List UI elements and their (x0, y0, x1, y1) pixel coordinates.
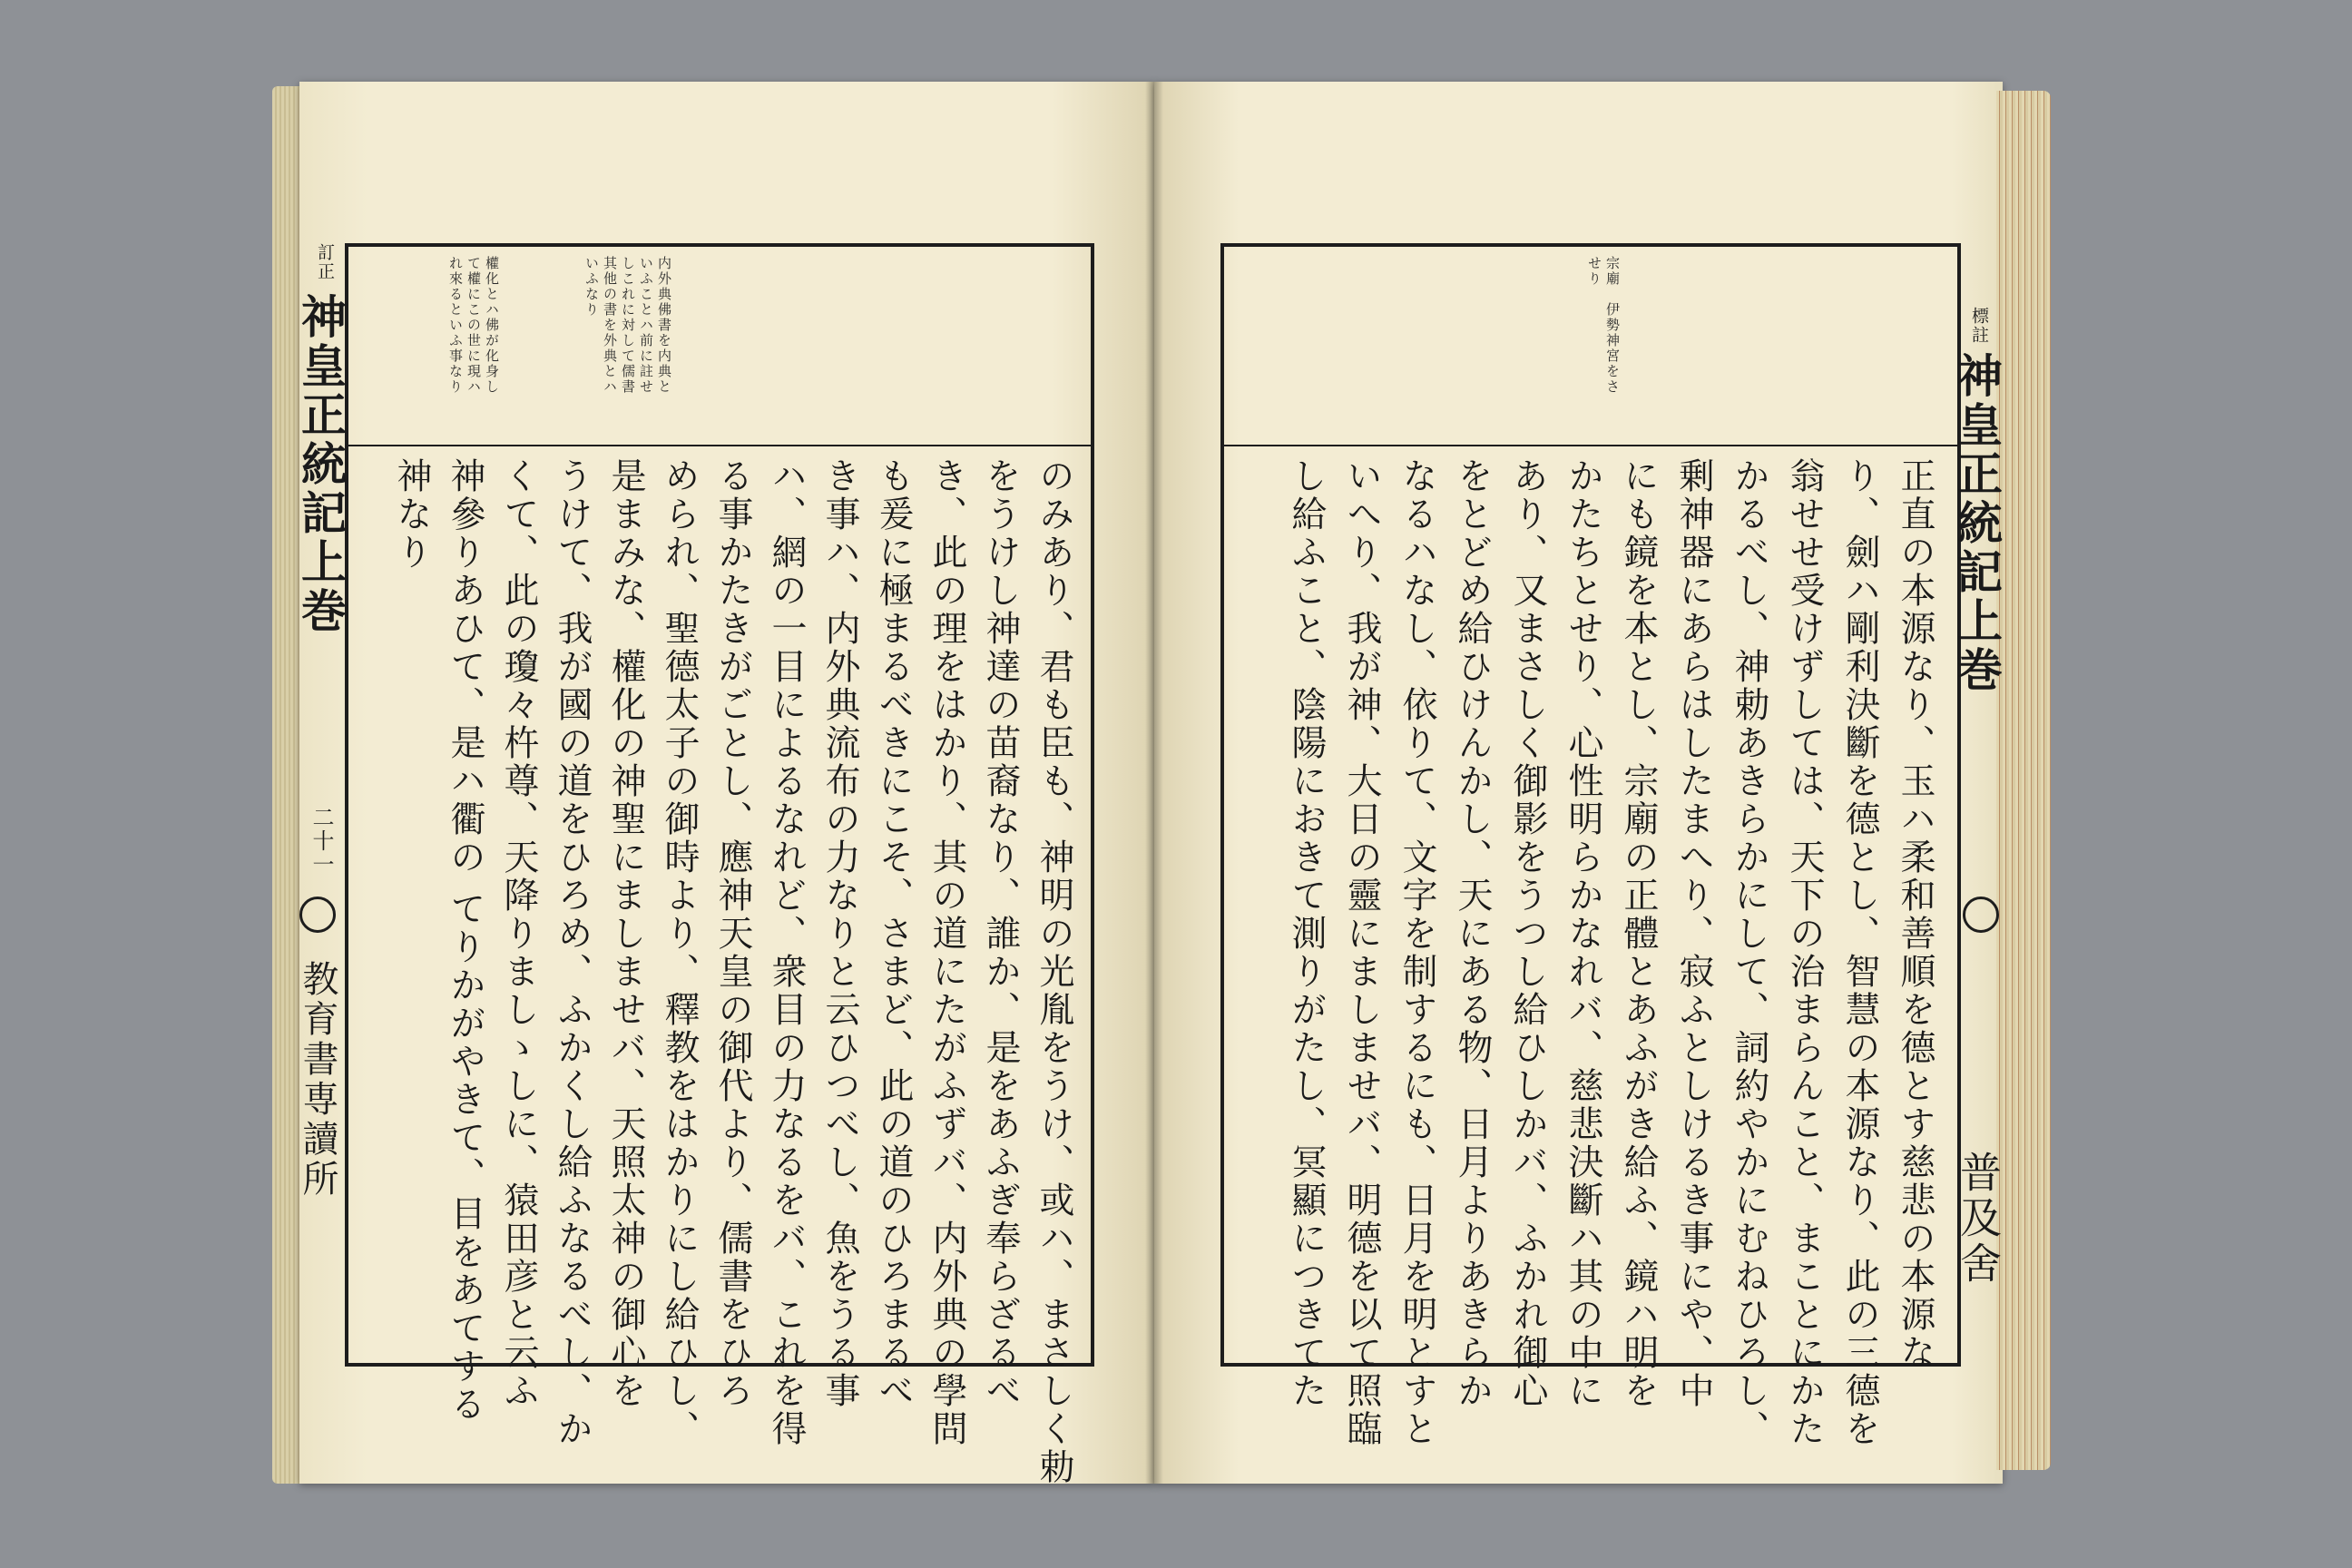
text-column: 是まみな、權化の神聖にましませバ、天照太神の御心を (605, 457, 646, 1410)
left-margin-strip (294, 243, 348, 1359)
text-column: 翁せせ受けずしては、天下の治まらんこと、まことにかた (1784, 457, 1825, 1448)
text-column: をうけし神達の苗裔なり、誰か、是をあふぎ奉らざるべ (980, 457, 1021, 1410)
right-fish-tail-mark (1963, 897, 1999, 933)
text-column: り、劍ハ剛利決斷を德とし、智慧の本源なり、此の三德を (1839, 457, 1880, 1448)
text-column: し給ふこと、陰陽におきて測りがたし、冥顯につきてた (1286, 457, 1327, 1410)
text-column: る事かたきがごとし、應神天皇の御代より、儒書をひろ (712, 457, 753, 1410)
text-column: き事ハ、内外典流布の力なりと云ひつべし、魚をうる事 (819, 457, 860, 1410)
head-note: れ來るといふ事なり (447, 256, 464, 395)
text-column: いへり、我が神、大日の靈にましませバ、明德を以て照臨 (1341, 457, 1382, 1448)
head-note: いふことハ前に註せ (638, 256, 654, 395)
book-gutter (1145, 82, 1163, 1484)
text-column: 神なり (391, 457, 432, 572)
text-column: くて、此の瓊々杵尊、天降りましゝしに、猿田彦と云ふ (498, 457, 539, 1410)
right-publisher: 普及舍 (1954, 1151, 2003, 1287)
left-margin-title: 神皇正統記上巻 (294, 293, 348, 636)
left-page-number: 二十一 (309, 806, 334, 877)
text-column: 神參りあひて、是ハ衢の てりかがやきて、目をあてする (445, 457, 485, 1425)
text-column: 剰神器にあらはしたまへり、寂ふとしけるき事にや、中 (1673, 457, 1714, 1410)
right-head-rule (1224, 445, 1957, 446)
left-text-frame (345, 243, 1094, 1486)
head-note: て權にこの世に現ハ (466, 256, 482, 395)
text-column: あり、又まさしく御影をうつし給ひしかバ、ふかれ御心 (1507, 457, 1548, 1410)
head-note: いふなり (583, 256, 600, 318)
text-column: かたちとせり、心性明らかなれバ、慈悲決斷ハ其の中に (1563, 457, 1603, 1410)
right-margin-small: 標註 (1969, 307, 1989, 345)
text-column: 正直の本源なり、玉ハ柔和善順を德とす慈悲の本源な (1895, 457, 1936, 1372)
text-column: にも鏡を本とし、宗廟の正體とあふがき給ふ、鏡ハ明を (1618, 457, 1659, 1410)
head-note: 内外典佛書を内典と (656, 256, 672, 395)
left-publisher: 教育書専讀所 (297, 960, 338, 1200)
right-text-frame (1220, 243, 1961, 1448)
left-fish-tail-mark (299, 897, 336, 933)
text-column: のみあり、君も臣も、神明の光胤をうけ、或ハ、まさしく勅 (1034, 457, 1074, 1486)
text-column: められ、聖德太子の御時より、釋教をはかりにし給ひし、 (659, 457, 700, 1448)
right-page-edges (1996, 91, 2051, 1470)
text-column: ハ、網の一目によるなれど、衆目の力なるをバ、これを得 (766, 457, 807, 1448)
text-column: き、此の理をはかり、其の道にたがふずバ、内外典の學問 (926, 457, 967, 1448)
head-note: せり (1586, 256, 1602, 287)
text-column: うけて、我が國の道をひろめ、ふかくし給ふなるべし、か (552, 457, 593, 1448)
right-margin-strip (1950, 243, 2004, 1359)
text-column: をとどめ給ひけんかし、天にある物、日月よりあきらか (1452, 457, 1493, 1410)
text-column: なるハなし、依りて、文字を制するにも、日月を明とすと (1396, 457, 1437, 1448)
left-head-rule (348, 445, 1091, 446)
head-note: 宗廟 伊勢神宮をさ (1604, 256, 1621, 395)
right-margin-title: 神皇正統記上巻 (1950, 352, 2004, 695)
left-margin-small: 訂正 (315, 243, 335, 281)
text-column: も爰に極まるべきにこそ、さまど、此の道のひろまるべ (873, 457, 914, 1410)
text-column: かるべし、神勅あきらかにして、詞約やかにむねひろし、 (1729, 457, 1769, 1448)
head-note: しこれに対して儒書 (620, 256, 636, 395)
head-note: 其他の書を外典とハ (602, 256, 618, 395)
head-note: 權化とハ佛が化身し (484, 256, 500, 395)
